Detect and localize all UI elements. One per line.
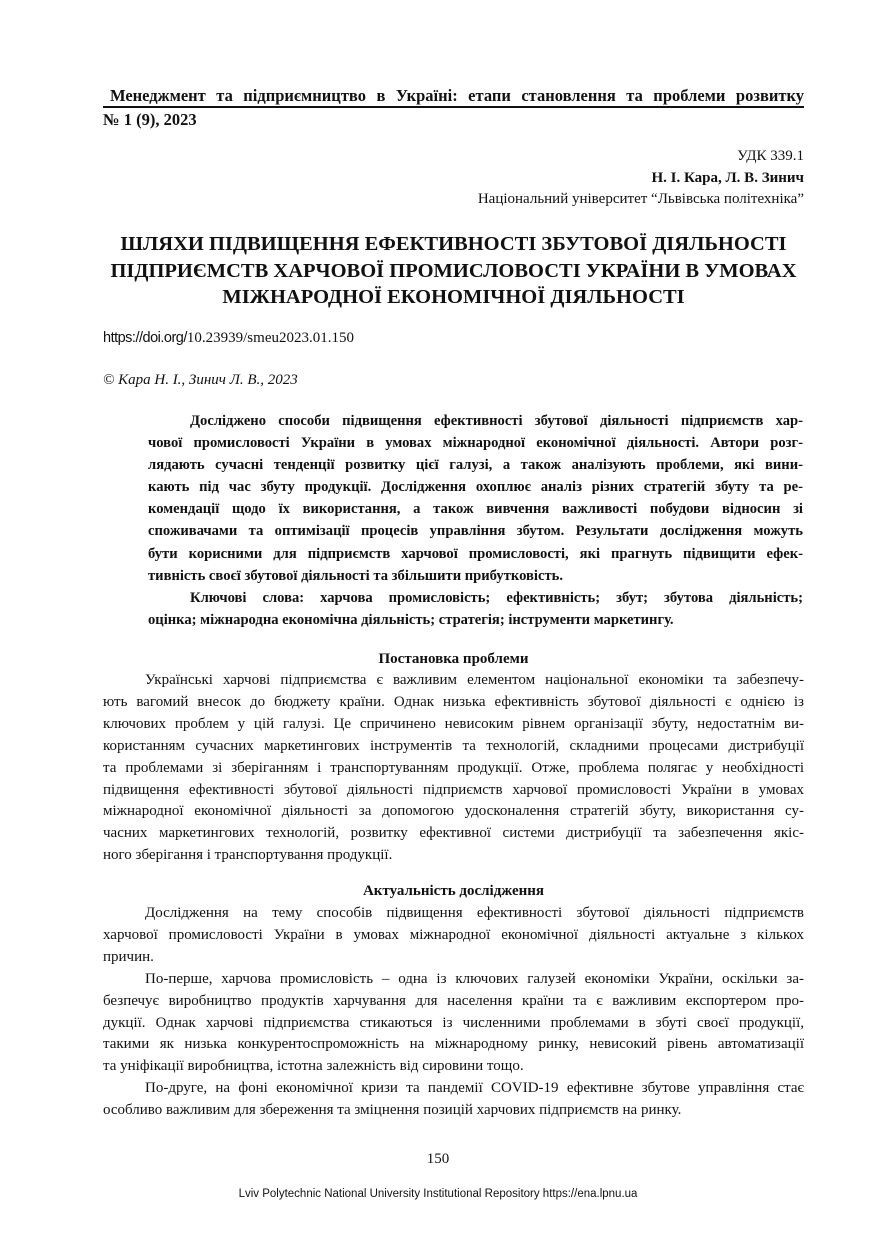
header-rule bbox=[103, 106, 804, 108]
doi-link[interactable] bbox=[103, 330, 354, 347]
text-line: часних маркетингових технологій, розвитку ефективної системи дистрибуції та забезпечення якіс- bbox=[103, 825, 804, 842]
text-line: По-друге, на фоні економічної кризи та пандемії COVID-19 ефективне збутове управління стає bbox=[145, 1080, 804, 1097]
text-line: кають під час збуту продукції. Дослідження охоплює аналіз різних стратегій збуту та ре- bbox=[148, 479, 803, 496]
text-line: такими як низька конкурентоспроможність на міжнародному ринку, невисокий рівень автоматизації bbox=[103, 1036, 804, 1053]
text-line: та уніфікації виробництва, істотна залежність від сировини тощо. bbox=[103, 1058, 524, 1075]
text-line: харчової промисловості України в умовах міжнародної економічної діяльності актуальне з кількох bbox=[103, 926, 804, 943]
abstract bbox=[148, 410, 803, 631]
text-line: дукції. Однак харчові підприємства стикаються із численними проблемами в збуті своєї продукції, bbox=[103, 1014, 804, 1031]
text-line: комендації щодо їх використання, а також вивчення важливості побудови відносин зі bbox=[148, 501, 803, 518]
authors: Н. І. Кара, Л. В. Зинич bbox=[651, 170, 804, 186]
section-body bbox=[103, 903, 804, 1122]
text-line: Досліджено способи підвищення ефективності збутової діяльності підприємств хар- bbox=[190, 413, 803, 429]
text-line: Українські харчові підприємства є важливим елементом національної економіки та забезпечу- bbox=[145, 672, 804, 688]
section-body bbox=[103, 670, 804, 867]
text-line: По-перше, харчова промисловість – одна із ключових галузей економіки України, оскільки за- bbox=[145, 970, 804, 987]
title-line: ПІДПРИЄМСТВ ХАРЧОВОЇ ПРОМИСЛОВОСТІ УКРАЇНИ В УМОВАХ bbox=[110, 259, 797, 282]
title-line: МІЖНАРОДНОЇ ЕКОНОМІЧНОЇ ДІЯЛЬНОСТІ bbox=[222, 286, 685, 308]
text-line: споживачами та оптимізації процесів управління збутом. Результати дослідження можуть bbox=[148, 523, 803, 540]
text-line: тивність своєї збутової діяльності та збільшити прибутковість. bbox=[148, 567, 563, 584]
journal-title: Менеджмент та підприємництво в Україні: етапи становлення та проблеми розвитку bbox=[110, 86, 804, 105]
text-line: безпечує виробництво продуктів харчування для населення країни та є важливим експортером про- bbox=[103, 992, 804, 1009]
text-line: підвищення ефективності збутової діяльності підприємств харчової промисловості України в умовах bbox=[103, 781, 804, 798]
text-line: ного зберігання і транспортування продукції. bbox=[103, 847, 393, 864]
text-line: причин. bbox=[103, 948, 154, 965]
text-line: ключових проблем у цій галузі. Це спричинено невисоким рівнем організації збуту, недостатнім ви- bbox=[103, 715, 804, 732]
text-line: Ключові слова: харчова промисловість; ефективність; збут; збутова діяльність; bbox=[190, 589, 803, 606]
text-line: Дослідження на тему способів підвищення ефективності збутової діяльності підприємств bbox=[145, 905, 804, 921]
copyright: © Кара Н. І., Зинич Л. В., 2023 bbox=[103, 372, 298, 388]
text-line: міжнародної економічної діяльності за допомогою удосконалення стратегій збуту, використання су- bbox=[103, 803, 804, 820]
issue-number: № 1 (9), 2023 bbox=[103, 110, 197, 129]
doi-id[interactable]: 10.23939/smeu2023.01.150 bbox=[186, 330, 354, 346]
section-heading: Постановка проблеми bbox=[378, 651, 529, 667]
repository-footer: Lviv Polytechnic National University Institutional Repository https://ena.lpnu.ua bbox=[238, 1188, 638, 1200]
title-line: ШЛЯХИ ПІДВИЩЕННЯ ЕФЕКТИВНОСТІ ЗБУТОВОЇ ДІЯЛЬНОСТІ bbox=[120, 233, 787, 255]
text-line: бути корисними для підприємств харчової промисловості, які прагнуть підвищити ефек- bbox=[148, 545, 803, 562]
text-line: особливо важливим для збереження та зміцнення позицій харчових підприємств на ринку. bbox=[103, 1102, 682, 1119]
text-line: та проблемами зі зберіганням і транспортуванням продукції. Отже, проблема полягає у необхідності bbox=[103, 759, 804, 776]
page-number: 150 bbox=[426, 1151, 450, 1167]
text-line: оцінка; міжнародна економічна діяльність; стратегія; інструменти маркетингу. bbox=[148, 611, 674, 628]
text-line: чової промисловості України в умовах міжнародної економічної діяльності. Автори розг- bbox=[148, 435, 803, 452]
section-heading: Актуальність дослідження bbox=[362, 883, 545, 899]
udk-code: УДК 339.1 bbox=[737, 148, 804, 164]
text-line: лядають сучасні тенденції розвитку цієї галузі, а також аналізують проблеми, які вини- bbox=[148, 457, 803, 474]
affiliation: Національний університет “Львівська політехніка” bbox=[477, 191, 804, 207]
text-line: ють вагомий внесок до бюджету країни. Однак низька ефективність збутової діяльності є однією із bbox=[103, 693, 804, 710]
text-line: користанням сучасних маркетингових інструментів та технологій, складними процесами дистрибуції bbox=[103, 737, 804, 754]
article-title bbox=[103, 231, 804, 311]
doi-prefix[interactable]: https://doi.org/ bbox=[103, 330, 187, 346]
